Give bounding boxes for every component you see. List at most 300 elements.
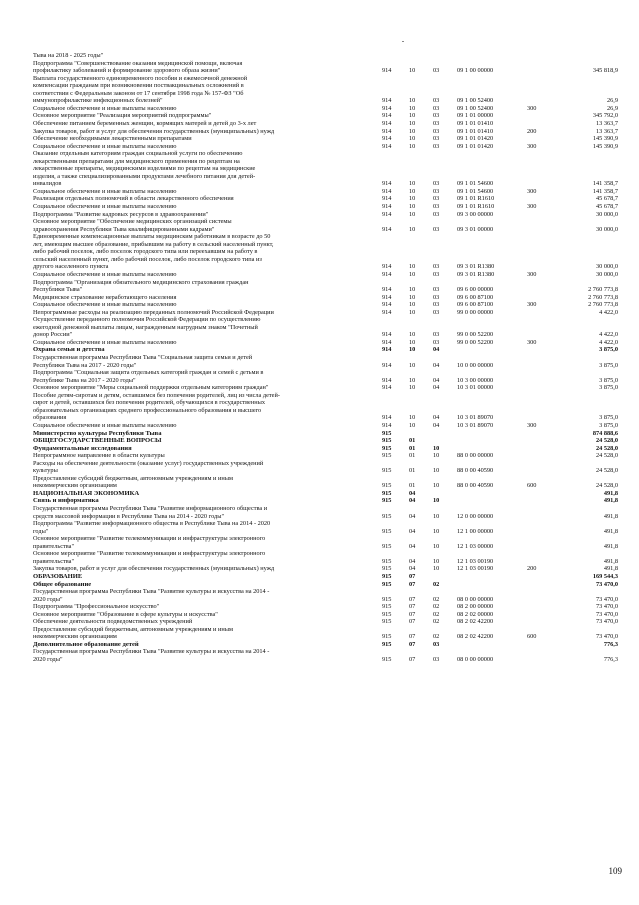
cell-gl: 915 (382, 656, 392, 663)
cell-csr: 08 0 00 00000 (457, 595, 494, 603)
cell-amount: 345 818,9 (592, 67, 618, 75)
cell-amount: 4 422,0 (599, 331, 618, 339)
cell-amount: 145 390,9 (592, 135, 618, 143)
cell-rz: 10 (409, 293, 416, 301)
cell-vr: 300 (527, 270, 537, 278)
cell-rz: 04 (409, 527, 416, 535)
cell-gl: 915 (382, 489, 392, 497)
cell-vr: 300 (527, 203, 537, 210)
cell-name: Обеспечение необходимыми лекарственными препаратами (33, 135, 192, 143)
cell-gl: 915 (382, 595, 392, 603)
cell-amount: 4 422,0 (599, 308, 618, 316)
cell-amount: 776,3 (603, 656, 618, 663)
cell-pr: 02 (433, 595, 440, 603)
cell-amount: 45 678,7 (595, 195, 618, 203)
cell-rz: 10 (409, 180, 416, 188)
cell-rz: 10 (409, 127, 416, 135)
cell-gl: 914 (382, 384, 392, 392)
cell-csr: 08 2 00 00000 (457, 603, 494, 611)
cell-amount: 3 875,0 (599, 376, 618, 384)
cell-gl: 915 (382, 557, 392, 565)
cell-csr: 10 3 01 89070 (457, 414, 494, 422)
cell-name: Обеспечение питанием беременных женщин, кормящих матерей и детей до 3-х лет (33, 119, 257, 127)
cell-rz: 10 (409, 361, 416, 369)
cell-gl: 915 (382, 467, 392, 475)
cell-name: иммунопрофилактике инфекционных болезней" (33, 97, 163, 105)
cell-csr: 12 0 00 00000 (457, 512, 494, 520)
cell-gl: 914 (382, 112, 392, 120)
cell-gl: 914 (382, 346, 392, 354)
cell-amount: 491,8 (603, 512, 618, 520)
cell-name: Медицинское страхование неработающего населения (33, 293, 177, 301)
cell-pr: 02 (433, 610, 440, 618)
cell-name: Государственная программа Республики Тыва "Развитие информационного общества и (33, 505, 268, 512)
cell-name: Государственная программа Республики Тыва "Социальная защита семьи и детей (33, 354, 253, 361)
cell-vr: 300 (527, 338, 537, 346)
cell-name: компенсации гражданам при возникновении поствакцинальных осложнений в (33, 82, 244, 90)
cell-rz: 07 (409, 633, 416, 641)
cell-amount: 2 760 773,8 (588, 301, 618, 309)
cell-name: лекарственные препараты, медицинскими изделиями по рецептам на медицинские (33, 165, 256, 173)
cell-csr: 88 0 00 40590 (457, 482, 494, 490)
cell-gl: 915 (382, 610, 392, 618)
cell-gl: 915 (382, 452, 392, 460)
cell-amount: 3 875,0 (599, 421, 618, 429)
cell-amount: 24 528,0 (595, 437, 618, 445)
cell-name: Оказание отдельным категориям граждан социальной услуги по обеспечению (33, 150, 243, 158)
cell-gl: 915 (382, 603, 392, 611)
cell-rz: 07 (409, 572, 416, 580)
cell-name: ежегодной денежной выплаты лицам, награжденным нагрудным знаком "Почетный (33, 323, 258, 331)
cell-vr: 300 (527, 104, 537, 112)
cell-gl: 915 (382, 565, 392, 573)
cell-csr: 99 0 00 52200 (457, 338, 494, 346)
cell-csr: 09 1 00 52400 (457, 97, 494, 105)
cell-pr: 03 (433, 104, 440, 112)
cell-pr: 03 (433, 112, 440, 120)
cell-name: здравоохранения Республики Тыва квалифицированными кадрами" (33, 225, 215, 233)
cell-amount: 141 358,7 (592, 180, 618, 188)
cell-rz: 10 (409, 225, 416, 233)
cell-name: изделия, а также специализированными продуктами лечебного питания для детей- (33, 172, 256, 180)
cell-pr: 03 (433, 308, 440, 316)
cell-csr: 12 1 03 00190 (457, 557, 494, 565)
cell-amount: 26,9 (606, 104, 618, 112)
cell-rz: 10 (409, 308, 416, 316)
cell-vr: 600 (527, 482, 537, 490)
cell-name: Реализация отдельных полномочий в области лекарственного обеспечения (33, 195, 234, 203)
cell-csr: 09 3 01 R1380 (457, 270, 495, 278)
cell-rz: 10 (409, 195, 416, 203)
cell-name: некоммерческим организациям (33, 482, 117, 490)
cell-pr: 10 (433, 497, 440, 505)
cell-rz: 10 (409, 119, 416, 127)
cell-name: Дополнительное образование детей (33, 640, 139, 648)
cell-name: Непрограммное направление в области культуры (33, 452, 165, 460)
cell-rz: 01 (409, 467, 416, 475)
cell-name: Республике Тыва на 2017 - 2020 годы" (33, 376, 136, 384)
cell-name: Республики Тыва на 2017 - 2020 годы" (33, 361, 137, 369)
cell-rz: 10 (409, 104, 416, 112)
cell-amount: 24 528,0 (595, 452, 618, 460)
cell-amount: 3 875,0 (599, 384, 618, 392)
cell-pr: 03 (433, 293, 440, 301)
cell-name: Основное мероприятие "Образование в сфере культуры и искусства" (33, 610, 218, 618)
cell-amount: 141 358,7 (592, 187, 618, 195)
cell-amount: 30 000,0 (595, 270, 618, 278)
cell-gl: 914 (382, 104, 392, 112)
cell-rz: 10 (409, 97, 416, 105)
cell-amount: 491,8 (603, 489, 618, 497)
cell-name: образовательных организациях среднего профессионального образования и высшего (33, 406, 262, 414)
cell-gl: 914 (382, 195, 392, 203)
cell-name: сирот и детей, оставшихся без попечения родителей, обучающихся в государственных (33, 399, 265, 407)
cell-csr: 88 0 00 00000 (457, 452, 494, 460)
cell-csr: 09 6 00 87100 (457, 293, 494, 301)
cell-csr: 09 6 00 87100 (457, 301, 494, 309)
cell-gl: 914 (382, 203, 392, 210)
cell-pr: 02 (433, 603, 440, 611)
cell-name: Расходы на обеспечение деятельности (оказание услуг) государственных учреждений (33, 459, 264, 467)
cell-csr: 99 0 00 00000 (457, 308, 494, 316)
cell-amount: 73 470,0 (595, 603, 618, 611)
cell-name: Подпрограмма "Совершенствование оказания медицинской помощи, включая (33, 59, 243, 67)
cell-gl: 914 (382, 308, 392, 316)
cell-name: лекарственными препаратами для медицинского применения по рецептам на (33, 157, 240, 165)
cell-name: Закупка товаров, работ и услуг для обеспечения государственных (муниципальных) нужд (33, 127, 275, 135)
cell-gl: 914 (382, 331, 392, 339)
cell-name: Основное мероприятие "Обеспечение медицинских организаций системы (33, 218, 232, 226)
cell-gl: 914 (382, 301, 392, 309)
cell-csr: 09 1 01 01420 (457, 142, 494, 150)
cell-amount: 3 875,0 (599, 346, 618, 354)
cell-name: Подпрограмма "Социальная защита отдельных категорий граждан и семей с детьми в (33, 369, 264, 377)
cell-amount: 73 470,0 (595, 580, 618, 588)
cell-gl: 915 (382, 640, 392, 648)
cell-gl: 914 (382, 414, 392, 422)
cell-gl: 914 (382, 135, 392, 143)
cell-amount: 169 544,3 (592, 572, 618, 580)
cell-amount: 3 875,0 (599, 414, 618, 422)
cell-pr: 03 (433, 225, 440, 233)
cell-name: Выплата государственного единовременного пособия и ежемесячной денежной (33, 74, 248, 82)
cell-vr: 300 (527, 421, 537, 429)
cell-pr: 04 (433, 376, 440, 384)
cell-vr: 600 (527, 633, 537, 641)
cell-amount: 491,8 (603, 565, 618, 573)
cell-name: Фундаментальные исследования (33, 444, 132, 452)
cell-csr: 09 1 00 52400 (457, 104, 494, 112)
cell-name: соответствии с Федеральным законом от 17 сентября 1998 года № 157-ФЗ "Об (33, 89, 244, 97)
cell-pr: 03 (433, 210, 440, 218)
cell-rz: 10 (409, 414, 416, 422)
cell-pr: 10 (433, 512, 440, 520)
cell-name: Основное мероприятие "Меры социальной поддержки отдельным категориям граждан" (33, 384, 269, 392)
cell-amount: 24 528,0 (595, 482, 618, 490)
cell-amount: 30 000,0 (595, 263, 618, 271)
cell-name: Подпрограмма "Организация обязательного медицинского страхования граждан (33, 278, 249, 286)
cell-rz: 10 (409, 135, 416, 143)
cell-rz: 04 (409, 497, 416, 505)
cell-name: образования (33, 414, 67, 422)
cell-gl: 915 (382, 512, 392, 520)
cell-csr: 12 1 00 00000 (457, 527, 494, 535)
cell-pr: 10 (433, 452, 440, 460)
cell-name: Единовременные компенсационные выплаты медицинским работникам в возрасте до 50 (33, 233, 271, 241)
cell-name: Основное мероприятие "Развитие телекоммуникации и инфраструктуры электронного (33, 535, 266, 543)
cell-pr: 03 (433, 135, 440, 143)
cell-amount: 73 470,0 (595, 610, 618, 618)
cell-csr: 09 6 00 00000 (457, 286, 494, 294)
cell-gl: 914 (382, 127, 392, 135)
cell-gl: 914 (382, 67, 392, 75)
cell-gl: 915 (382, 437, 392, 445)
cell-name: Социальное обеспечение и иные выплаты населению (33, 104, 177, 112)
cell-csr: 09 1 01 01410 (457, 127, 494, 135)
cell-name: 2020 годы" (33, 595, 63, 603)
cell-gl: 914 (382, 225, 392, 233)
cell-name: Социальное обеспечение и иные выплаты населению (33, 301, 177, 309)
cell-pr: 04 (433, 361, 440, 369)
cell-csr: 08 2 02 00000 (457, 610, 494, 618)
cell-name: ОБРАЗОВАНИЕ (33, 572, 83, 580)
cell-name: Государственная программа Республики Тыва "Развитие культуры и искусства на 2014 - (33, 588, 270, 596)
cell-amount: 13 363,7 (595, 119, 618, 127)
cell-rz: 04 (409, 557, 416, 565)
cell-amount: 874 888,6 (592, 429, 618, 437)
cell-amount: 345 792,0 (592, 112, 618, 120)
cell-rz: 10 (409, 331, 416, 339)
cell-gl: 915 (382, 542, 392, 550)
cell-csr: 09 1 01 R1610 (457, 203, 495, 210)
cell-pr: 03 (433, 286, 440, 294)
cell-name: Тыва на 2018 - 2025 годы" (33, 52, 104, 59)
cell-rz: 01 (409, 437, 416, 445)
cell-name: либо рабочий поселок, либо поселок городского типа или переехавшим на работу в (33, 248, 258, 256)
cell-vr: 300 (527, 187, 537, 195)
cell-name: годы" (33, 527, 49, 535)
cell-rz: 01 (409, 482, 416, 490)
cell-gl: 914 (382, 338, 392, 346)
cell-pr: 10 (433, 482, 440, 490)
cell-pr: 03 (433, 97, 440, 105)
cell-pr: 10 (433, 542, 440, 550)
cell-name: культуры (33, 467, 58, 475)
cell-vr: 200 (527, 565, 537, 573)
cell-gl: 914 (382, 421, 392, 429)
cell-name: Подпрограмма "Развитие информационного общества в Республике Тыва на 2014 - 2020 (33, 520, 271, 528)
cell-name: Пособие детям-сиротам и детям, оставшимся без попечения родителей, лиц из числа детей- (33, 391, 280, 399)
cell-amount: 145 390,9 (592, 142, 618, 150)
cell-gl: 914 (382, 119, 392, 127)
cell-rz: 10 (409, 270, 416, 278)
cell-csr: 10 0 00 00000 (457, 361, 494, 369)
cell-amount: 45 678,7 (595, 203, 618, 210)
cell-name: Социальное обеспечение и иные выплаты населению (33, 187, 177, 195)
cell-gl: 915 (382, 572, 392, 580)
cell-gl: 914 (382, 210, 392, 218)
cell-csr: 09 3 00 00000 (457, 210, 494, 218)
cell-pr: 03 (433, 180, 440, 188)
cell-csr: 09 1 01 54600 (457, 187, 494, 195)
cell-amount: 4 422,0 (599, 338, 618, 346)
cell-amount: 491,8 (603, 542, 618, 550)
cell-gl: 914 (382, 187, 392, 195)
cell-csr: 10 3 01 00000 (457, 384, 494, 392)
cell-rz: 10 (409, 376, 416, 384)
cell-rz: 07 (409, 618, 416, 626)
cell-gl: 915 (382, 444, 392, 452)
cell-csr: 09 3 01 00000 (457, 225, 494, 233)
cell-name: Социальное обеспечение и иные выплаты населению (33, 203, 177, 210)
cell-pr: 10 (433, 557, 440, 565)
cell-csr: 99 0 00 52200 (457, 331, 494, 339)
cell-amount: 491,8 (603, 497, 618, 505)
cell-rz: 07 (409, 595, 416, 603)
cell-name: Охрана семьи и детства (33, 346, 105, 354)
cell-name: Государственная программа Республики Тыва "Развитие культуры и искусства на 2014 - (33, 648, 270, 656)
cell-name: Основное мероприятие "Развитие телекоммуникации и инфраструктуры электронного (33, 550, 266, 558)
cell-name: ОБЩЕГОСУДАРСТВЕННЫЕ ВОПРОСЫ (33, 437, 162, 445)
cell-pr: 03 (433, 127, 440, 135)
cell-csr: 08 2 02 42200 (457, 633, 494, 641)
cell-name: сельский населенный пункт, либо рабочий поселок, либо поселок городского типа из (33, 255, 262, 263)
cell-rz: 04 (409, 542, 416, 550)
cell-csr: 09 1 01 54600 (457, 180, 494, 188)
cell-name: лет, имеющим высшее образование, прибывшим на работу в сельский населенный пункт, (33, 240, 274, 248)
page-number: 109 (608, 866, 622, 876)
cell-csr: 08 0 00 00000 (457, 656, 494, 663)
cell-amount: 30 000,0 (595, 225, 618, 233)
cell-pr: 03 (433, 270, 440, 278)
cell-name: Связь и информатика (33, 497, 99, 505)
cell-name: Социальное обеспечение и иные выплаты населению (33, 421, 177, 429)
cell-pr: 03 (433, 119, 440, 127)
cell-amount: 776,3 (603, 640, 618, 648)
cell-name: некоммерческим организациям (33, 633, 117, 641)
cell-name: Закупка товаров, работ и услуг для обеспечения государственных (муниципальных) нужд (33, 565, 275, 573)
cell-name: другого населенного пункта (33, 263, 109, 271)
cell-vr: 300 (527, 301, 537, 309)
cell-csr: 09 1 01 00000 (457, 112, 494, 120)
cell-gl: 914 (382, 293, 392, 301)
cell-name: инвалидов (33, 180, 62, 188)
cell-name: профилактику заболеваний и формирование здорового образа жизни" (33, 67, 221, 75)
cell-amount: 24 528,0 (595, 444, 618, 452)
cell-pr: 02 (433, 580, 440, 588)
cell-gl: 914 (382, 97, 392, 105)
cell-rz: 10 (409, 384, 416, 392)
cell-gl: 915 (382, 497, 392, 505)
cell-csr: 10 3 00 00000 (457, 376, 494, 384)
cell-pr: 03 (433, 331, 440, 339)
cell-pr: 02 (433, 633, 440, 641)
cell-name: НАЦИОНАЛЬНАЯ ЭКОНОМИКА (33, 489, 140, 497)
cell-amount: 491,8 (603, 557, 618, 565)
cell-pr: 10 (433, 565, 440, 573)
cell-gl: 914 (382, 263, 392, 271)
cell-rz: 07 (409, 603, 416, 611)
cell-csr: 09 1 01 R1610 (457, 195, 495, 203)
cell-name: Социальное обеспечение и иные выплаты населению (33, 270, 177, 278)
cell-amount: 24 528,0 (595, 467, 618, 475)
cell-pr: 04 (433, 346, 440, 354)
cell-rz: 01 (409, 444, 416, 452)
cell-gl: 915 (382, 633, 392, 641)
cell-amount: 2 760 773,8 (588, 286, 618, 294)
cell-gl: 915 (382, 482, 392, 490)
cell-rz: 10 (409, 67, 416, 75)
cell-gl: 914 (382, 361, 392, 369)
cell-rz: 04 (409, 489, 416, 497)
cell-pr: 03 (433, 67, 440, 75)
cell-rz: 07 (409, 580, 416, 588)
cell-pr: 03 (433, 640, 440, 648)
cell-vr: 200 (527, 127, 537, 135)
cell-csr: 88 0 00 40590 (457, 467, 494, 475)
cell-gl: 915 (382, 618, 392, 626)
cell-rz: 07 (409, 656, 416, 663)
cell-name: Осуществление переданного полномочия Российской Федерации по осуществлению (33, 316, 261, 324)
cell-rz: 10 (409, 421, 416, 429)
cell-rz: 04 (409, 565, 416, 573)
cell-rz: 10 (409, 142, 416, 150)
cell-rz: 10 (409, 187, 416, 195)
cell-name: Социальное обеспечение и иные выплаты населению (33, 338, 177, 346)
cell-pr: 03 (433, 301, 440, 309)
cell-name: Общее образование (33, 580, 92, 588)
cell-name: Подпрограмма "Профессиональное искусство" (33, 603, 160, 611)
cell-gl: 914 (382, 286, 392, 294)
cell-gl: 915 (382, 527, 392, 535)
cell-gl: 914 (382, 270, 392, 278)
cell-csr: 12 1 03 00190 (457, 565, 494, 573)
cell-name: Непрограммные расходы на реализацию переданных полномочий Российской Федерации (33, 308, 274, 316)
cell-rz: 10 (409, 263, 416, 271)
cell-pr: 10 (433, 527, 440, 535)
cell-rz: 04 (409, 512, 416, 520)
cell-gl: 915 (382, 429, 392, 437)
cell-rz: 10 (409, 338, 416, 346)
cell-name: средств массовой информации в Республике Тыва на 2014 - 2020 годы" (33, 512, 225, 520)
cell-amount: 73 470,0 (595, 595, 618, 603)
cell-csr: 08 2 02 42200 (457, 618, 494, 626)
cell-name: Социальное обеспечение и иные выплаты населению (33, 142, 177, 150)
cell-pr: 03 (433, 656, 440, 663)
cell-gl: 914 (382, 180, 392, 188)
cell-gl: 914 (382, 376, 392, 384)
cell-rz: 10 (409, 286, 416, 294)
cell-csr: 12 1 03 00000 (457, 542, 494, 550)
cell-csr: 09 1 00 00000 (457, 67, 494, 75)
cell-pr: 03 (433, 195, 440, 203)
cell-pr: 10 (433, 467, 440, 475)
cell-gl: 915 (382, 580, 392, 588)
cell-rz: 10 (409, 112, 416, 120)
cell-name: правительства" (33, 542, 75, 550)
cell-name: Министерство культуры Республики Тыва (33, 429, 162, 437)
cell-pr: 03 (433, 203, 440, 210)
cell-gl: 914 (382, 142, 392, 150)
cell-pr: 04 (433, 414, 440, 422)
cell-amount: 30 000,0 (595, 210, 618, 218)
cell-amount: 3 875,0 (599, 361, 618, 369)
cell-pr: 03 (433, 142, 440, 150)
cell-name: Обеспечение деятельности подведомственных учреждений (33, 618, 193, 626)
cell-amount: 26,9 (606, 97, 618, 105)
cell-amount: 13 363,7 (595, 127, 618, 135)
cell-pr: 03 (433, 263, 440, 271)
